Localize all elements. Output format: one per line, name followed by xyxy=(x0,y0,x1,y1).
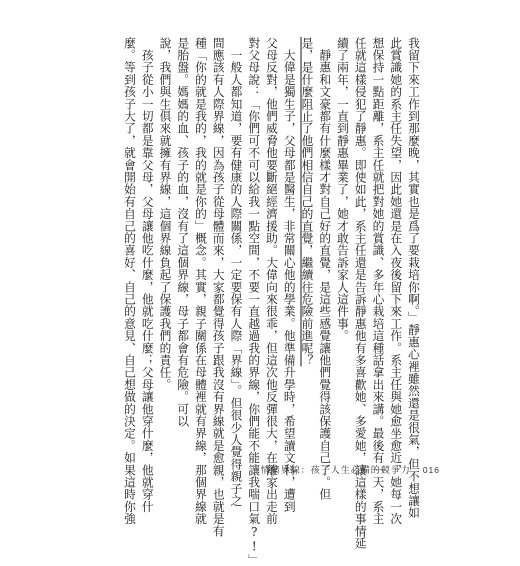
text-line-6: 靜惠和文豪都有什麼樣才對自己好的直覺，是這些感覺讓他們覺得該保護自己了。但 xyxy=(318,37,333,501)
text-line-5: 續了兩年，一直到靜惠畢業了，她才敢告訴家人這件事。 xyxy=(336,37,350,342)
text-line-1: 我留下來工作到那麼晚，其實也是爲了要栽培你啊。」靜惠心裡雖然還是很氣，但不想讓如 xyxy=(407,37,421,520)
text-line-9: 父母反對，他們威脅他要斷絕經濟援助。大偉向來很乖，但這次他反彈很大，在離家出走前 xyxy=(265,37,279,525)
text-line-4: 任就這樣侵犯了靜惠。即使如此，系主任還是告訴靜惠他有多喜歡她、多愛她，讓這樣的事情延 xyxy=(353,37,368,550)
text-line-17: 麼。等到孩子大了，就會開始有自己的喜好、自己的意見、自己想做的決定。如果這時你強 xyxy=(123,37,137,525)
text-line-11: 一般人都知道，要有健康的人際關係，一定要保有人際「界線」。但很少人覺得親子之 xyxy=(229,37,244,507)
text-line-10: 對父母說：「你們可不可以給我一點空間，不要一直越過我的界線，你們能不能讓我喘口氣?!」 xyxy=(247,37,262,566)
text-line-14: 是胎盤。媽媽的血、孩子的血，沒有了這個界線，母子都會有危險。可以 xyxy=(176,37,191,428)
text-line-16: 孩子從小一切都是靠父母，父母讓他吃什麼，他就吃什麼；父母讓他穿什麼，他就穿什 xyxy=(140,37,155,513)
running-title: 情緒界線：孩子人生必備的競爭力 xyxy=(260,466,411,476)
text-line-13: 種「你的就是我的，我的就是你的」概念。其實，親子關係在母體裡就有界線，那個界線就 xyxy=(194,37,208,525)
page-number: 016 xyxy=(422,464,440,475)
text-line-2: 此賞識她的系主任失望，因此她還是在入夜後留下來工作。系主任與她愈坐愈近，她每一次 xyxy=(389,37,404,525)
text-line-3: 想保持一點距離，系主任就把對她的賞識、多年心栽培這種話拿出來講。最後有一天，系主 xyxy=(371,37,386,525)
page-footer xyxy=(261,463,440,476)
text-line-15: 說，我們與生俱來就擁有界線，這個界線負起了保護我們的責任。 xyxy=(158,37,173,391)
text-line-7-highlighted: 是，是什麼阻止了他們相信自己的直覺，繼續往危險前進呢？ xyxy=(300,37,315,367)
text-line-8: 大偉是獨生子，父母都是醫生，非常關心他的學業。他準備升學時，希望讀文科，遭到 xyxy=(282,37,297,513)
text-line-12: 間應該有人際界線，因為孩子從母體而來，大家都覺得孩子跟我沒有界線就是愈親，也就是有 xyxy=(211,37,226,538)
